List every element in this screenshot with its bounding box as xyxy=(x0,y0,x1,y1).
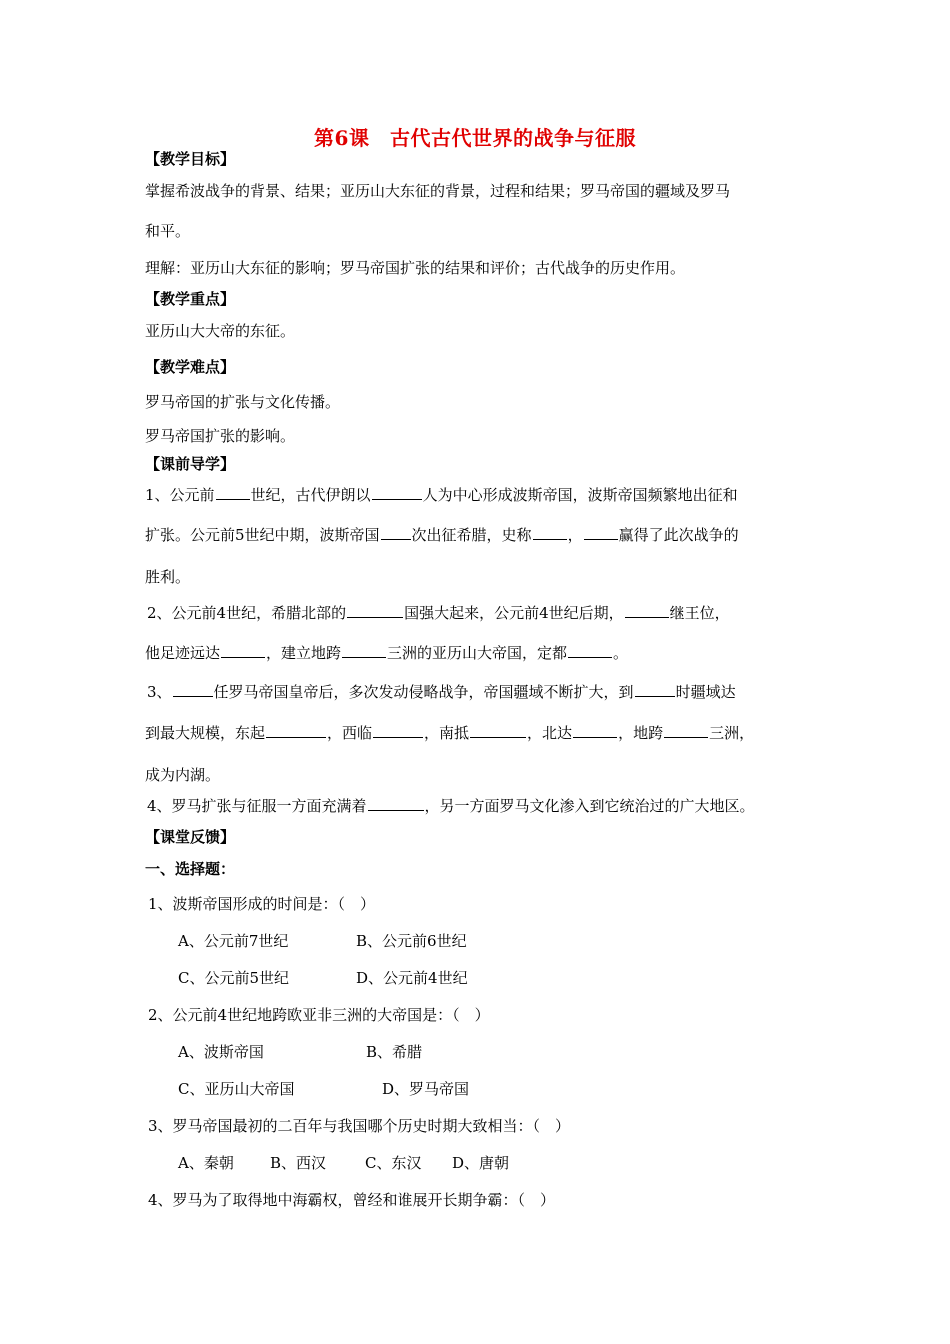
fill-blank[interactable] xyxy=(347,603,403,618)
option-b[interactable]: B、西汉 xyxy=(270,1154,327,1172)
choice-q2-options-row2 xyxy=(178,1078,469,1099)
fill-blank[interactable] xyxy=(470,723,526,738)
choice-q1-options-row2 xyxy=(178,967,468,988)
choice-section-heading: 一、选择题： xyxy=(145,860,236,878)
fill-blank[interactable] xyxy=(573,723,617,738)
preview-q4-line1: 4、罗马扩张与征服一方面充满着 ，另一方面罗马文化渗入到它统治过的广大地区。 xyxy=(147,797,755,815)
option-a[interactable]: A、波斯帝国 xyxy=(178,1043,264,1061)
fill-blank[interactable] xyxy=(635,682,675,697)
difficulty-text-2: 罗马帝国扩张的影响。 xyxy=(145,427,296,445)
preview-q3-line2: 到最大规模，东起 ，西临 ，南抵 ，北达 ，地跨 三洲， xyxy=(145,724,755,742)
choice-q3-options xyxy=(178,1152,509,1173)
choice-q3: 3、罗马帝国最初的二百年与我国哪个历史时期大致相当：（ ） xyxy=(148,1117,571,1135)
option-c[interactable]: C、公元前5世纪 xyxy=(178,969,290,987)
fill-blank[interactable] xyxy=(342,643,386,658)
difficulty-heading: 【教学难点】 xyxy=(145,358,236,376)
goals-heading: 【教学目标】 xyxy=(145,150,236,168)
preview-q3-line3: 成为内湖。 xyxy=(145,766,221,784)
goals-text-2: 理解：亚历山大东征的影响；罗马帝国扩张的结果和评价；古代战争的历史作用。 xyxy=(145,259,686,277)
fill-blank[interactable] xyxy=(584,525,618,540)
goals-text-1b: 和平。 xyxy=(145,222,191,240)
option-b[interactable]: B、希腊 xyxy=(366,1043,423,1061)
option-c[interactable]: C、亚历山大帝国 xyxy=(178,1080,295,1098)
choice-q2-options-row1 xyxy=(178,1041,422,1062)
key-text: 亚历山大大帝的东征。 xyxy=(145,322,296,340)
fill-blank[interactable] xyxy=(625,603,669,618)
fill-blank[interactable] xyxy=(173,682,213,697)
goals-text-1a: 掌握希波战争的背景、结果；亚历山大东征的背景，过程和结果；罗马帝国的疆域及罗马 xyxy=(145,182,731,200)
feedback-heading: 【课堂反馈】 xyxy=(145,828,236,846)
preview-q1-line2: 扩张。公元前5世纪中期，波斯帝国 次出征希腊，史称 ， 赢得了此次战争的 xyxy=(145,526,739,544)
fill-blank[interactable] xyxy=(533,525,567,540)
fill-blank[interactable] xyxy=(568,643,612,658)
fill-blank[interactable] xyxy=(368,796,424,811)
choice-q1-options-row1 xyxy=(178,930,467,951)
choice-q1: 1、波斯帝国形成的时间是：（ ） xyxy=(148,895,376,913)
preview-q1-line1: 1、公元前 世纪，古代伊朗以 人为中心形成波斯帝国，波斯帝国频繁地出征和 xyxy=(145,486,738,504)
fill-blank[interactable] xyxy=(373,723,423,738)
fill-blank[interactable] xyxy=(266,723,326,738)
preview-q1-line3: 胜利。 xyxy=(145,568,191,586)
option-a[interactable]: A、秦朝 xyxy=(178,1154,234,1172)
key-heading: 【教学重点】 xyxy=(145,290,236,308)
difficulty-text-1: 罗马帝国的扩张与文化传播。 xyxy=(145,393,341,411)
page-title: 第6课 古代古代世界的战争与征服 xyxy=(314,126,636,150)
option-d[interactable]: D、罗马帝国 xyxy=(382,1080,470,1098)
option-d[interactable]: D、公元前4世纪 xyxy=(356,969,468,987)
preview-q2-line2: 他足迹远达 ，建立地跨 三洲的亚历山大帝国，定都 。 xyxy=(145,644,629,662)
fill-blank[interactable] xyxy=(381,525,411,540)
option-a[interactable]: A、公元前7世纪 xyxy=(178,932,289,950)
option-b[interactable]: B、公元前6世纪 xyxy=(356,932,467,950)
fill-blank[interactable] xyxy=(372,485,422,500)
fill-blank[interactable] xyxy=(216,485,250,500)
option-d[interactable]: D、唐朝 xyxy=(452,1154,510,1172)
choice-q4: 4、罗马为了取得地中海霸权，曾经和谁展开长期争霸：（ ） xyxy=(148,1191,556,1209)
option-c[interactable]: C、东汉 xyxy=(365,1154,422,1172)
preview-q2-line1: 2、公元前4世纪，希腊北部的 国强大起来，公元前4世纪后期， 继王位， xyxy=(147,604,730,622)
fill-blank[interactable] xyxy=(664,723,708,738)
choice-q2: 2、公元前4世纪地跨欧亚非三洲的大帝国是：（ ） xyxy=(148,1006,490,1024)
fill-blank[interactable] xyxy=(221,643,265,658)
preview-q3-line1: 3、 任罗马帝国皇帝后，多次发动侵略战争，帝国疆域不断扩大，到 时疆域达 xyxy=(147,683,736,701)
preview-heading: 【课前导学】 xyxy=(145,455,236,473)
